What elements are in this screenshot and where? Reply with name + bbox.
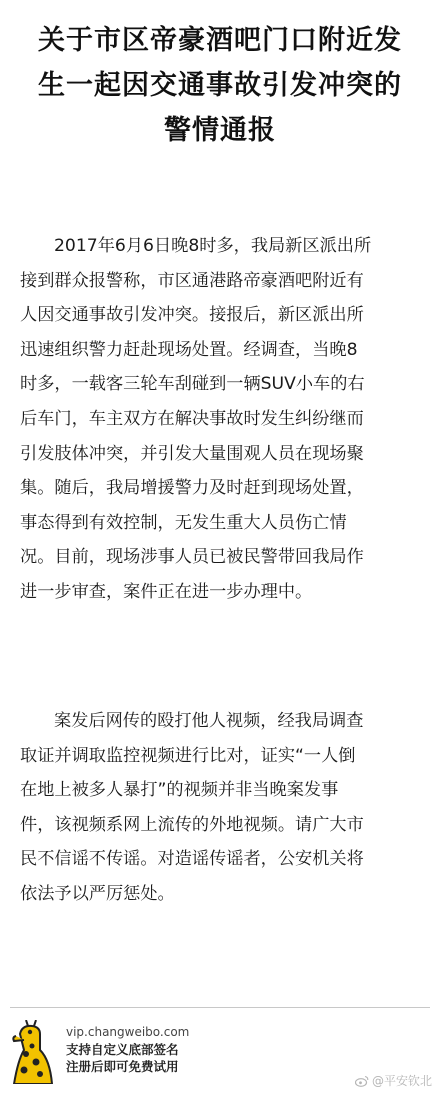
paragraph-line: 集。随后，我局增援警力及时赶到现场处置， (20, 478, 364, 499)
footer-signature (66, 1024, 189, 1075)
weibo-icon (355, 1075, 369, 1087)
paragraph-line: 人因交通事故引发冲突。接报后，新区派出所 (20, 305, 364, 326)
footer-url[interactable]: vip.changweibo.com (66, 1025, 190, 1039)
paragraph-line: 况。目前，现场涉事人员已被民警带回我局作 (20, 547, 364, 568)
paragraph-line: 在地上被多人暴打”的视频并非当晚案发事 (20, 780, 339, 801)
paragraph-line: 后车门，车主双方在解决事故时发生纠纷继而 (20, 408, 364, 429)
giraffe-logo-icon (10, 1020, 60, 1084)
paragraph-line: 接到群众报警称，市区通港路帝豪酒吧附近有 (20, 270, 364, 291)
paragraph-line: 事态得到有效控制，无发生重大人员伤亡情 (20, 512, 347, 533)
title-line: 生一起因交通事故引发冲突的 (38, 70, 402, 101)
paragraph-line: 民不信谣不传谣。对造谣传谣者，公安机关将 (20, 849, 364, 870)
title-line: 警情通报 (164, 115, 276, 146)
paragraph-line: 依法予以严厉惩处。 (20, 883, 175, 904)
footer-divider (10, 1007, 430, 1008)
body-paragraph-1 (20, 229, 425, 610)
paragraph-line: 案发后网传的殴打他人视频，经我局调查 (54, 711, 364, 731)
paragraph-line: 时多，一载客三轮车刮碰到一辆SUV小车的右 (20, 374, 365, 395)
paragraph-line: 进一步审查，案件正在进一步办理中。 (20, 581, 313, 602)
watermark (355, 1072, 432, 1089)
paragraph-line: 2017年6月6日晚8时多，我局新区派出所 (54, 236, 372, 256)
title-line: 关于市区帝豪酒吧门口附近发 (38, 25, 402, 56)
watermark-text: @平安钦北 (371, 1074, 432, 1088)
footer-tagline: 支持自定义底部签名 (66, 1042, 179, 1057)
paragraph-line: 迅速组织警力赶赴现场处置。经调查，当晚8 (20, 339, 358, 360)
paragraph-line: 引发肢体冲突，并引发大量围观人员在现场聚 (20, 443, 364, 464)
paragraph-line: 取证并调取监控视频进行比对，证实“一人倒 (20, 745, 356, 766)
paragraph-line: 件，该视频系网上流传的外地视频。请广大市 (20, 814, 364, 835)
footer-tagline: 注册后即可免费试用 (66, 1059, 179, 1074)
body-paragraph-2 (20, 704, 425, 912)
document-title (14, 18, 426, 153)
